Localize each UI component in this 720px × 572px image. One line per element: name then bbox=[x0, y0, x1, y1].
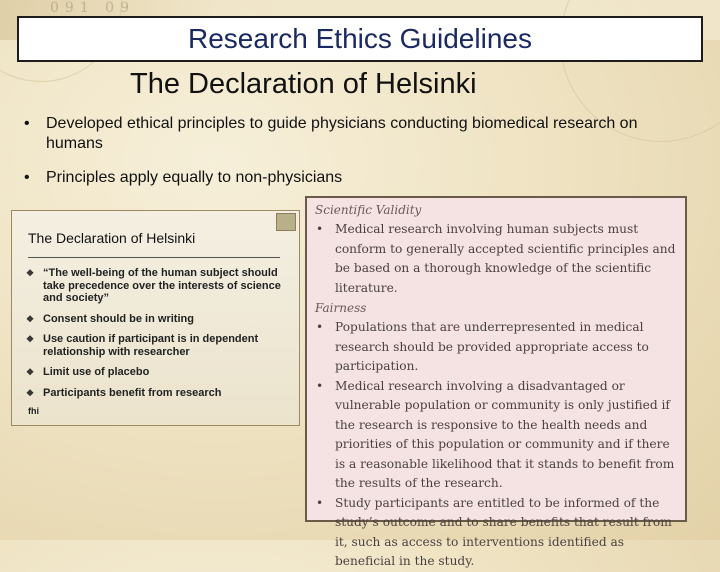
thumbnail-item-text: Use caution if participant is in dependent relationship with researcher bbox=[43, 333, 259, 358]
fhi-logo: fhi bbox=[28, 406, 39, 416]
bullet-dot-icon: • bbox=[316, 378, 324, 393]
panel-item bbox=[313, 494, 681, 572]
bullet-item bbox=[24, 114, 684, 154]
diamond-bullet-icon: ❖ bbox=[26, 367, 35, 377]
thumbnail-item-text: Consent should be in writing bbox=[43, 312, 194, 325]
thumbnail-divider bbox=[28, 257, 280, 258]
thumbnail-item-text: Limit use of placebo bbox=[43, 366, 150, 378]
panel-item bbox=[313, 220, 681, 298]
bullet-text: Principles apply equally to non-physicians bbox=[46, 169, 343, 186]
slide-title: Research Ethics Guidelines bbox=[188, 23, 532, 54]
thumbnail-item bbox=[26, 267, 288, 305]
diamond-bullet-icon: ❖ bbox=[26, 268, 35, 278]
thumbnail-item-text: Participants benefit from research bbox=[43, 386, 222, 399]
bullet-dot-icon: • bbox=[316, 222, 324, 236]
thumbnail-item bbox=[26, 387, 288, 400]
corner-image-icon bbox=[276, 213, 296, 231]
diamond-bullet-icon: ❖ bbox=[26, 334, 35, 344]
bullet-dot-icon: • bbox=[24, 115, 30, 132]
thumbnail-item bbox=[26, 333, 288, 358]
panel-item bbox=[313, 377, 681, 494]
bullet-item bbox=[24, 168, 684, 188]
bullet-dot-icon: • bbox=[24, 169, 30, 186]
thumbnail-title: The Declaration of Helsinki bbox=[28, 230, 196, 246]
thumbnail-item bbox=[26, 313, 288, 326]
thumbnail-item bbox=[26, 366, 288, 379]
section-heading: Scientific Validity bbox=[315, 203, 422, 217]
thumbnail-list bbox=[26, 267, 288, 407]
slide-subtitle: The Declaration of Helsinki bbox=[130, 68, 477, 100]
diamond-bullet-icon: ❖ bbox=[26, 313, 35, 324]
panel-item-text: Populations that are underrepresented in medical research should be provided appropriate access to participation. bbox=[335, 320, 649, 373]
panel-item-text: Medical research involving human subjects must conform to generally accepted scientific principles and be based on a thorough knowledge of the scientific literature. bbox=[335, 222, 676, 295]
panel-item bbox=[313, 318, 681, 377]
bullet-text: Developed ethical principles to guide physicians conducting biomedical research on humans bbox=[46, 115, 638, 152]
panel-item-text: Study participants are entitled to be informed of the study’s outcome and to share benefits that result from it, such as access to interventions identified as beneficial in the study. bbox=[335, 495, 672, 568]
bullet-list bbox=[24, 114, 684, 202]
background-digits: 091 09 bbox=[50, 0, 135, 16]
diamond-bullet-icon: ❖ bbox=[26, 387, 35, 398]
text-panel bbox=[305, 196, 687, 568]
bullet-dot-icon: • bbox=[316, 320, 324, 334]
panel-item-text: Medical research involving a disadvantaged or vulnerable population or community is only justified if the research is responsive to the health needs and priorities of this population or community and if there is a reasonable likelihood that it stands to benefit from the results of the research. bbox=[335, 378, 675, 490]
section-heading: Fairness bbox=[315, 301, 367, 315]
title-box bbox=[17, 16, 703, 62]
slide-thumbnail bbox=[11, 210, 300, 426]
bullet-dot-icon: • bbox=[316, 495, 324, 510]
panel-content bbox=[313, 202, 681, 572]
thumbnail-item-text: “The well-being of the human subject should take precedence over the interests of science and society” bbox=[43, 267, 281, 304]
